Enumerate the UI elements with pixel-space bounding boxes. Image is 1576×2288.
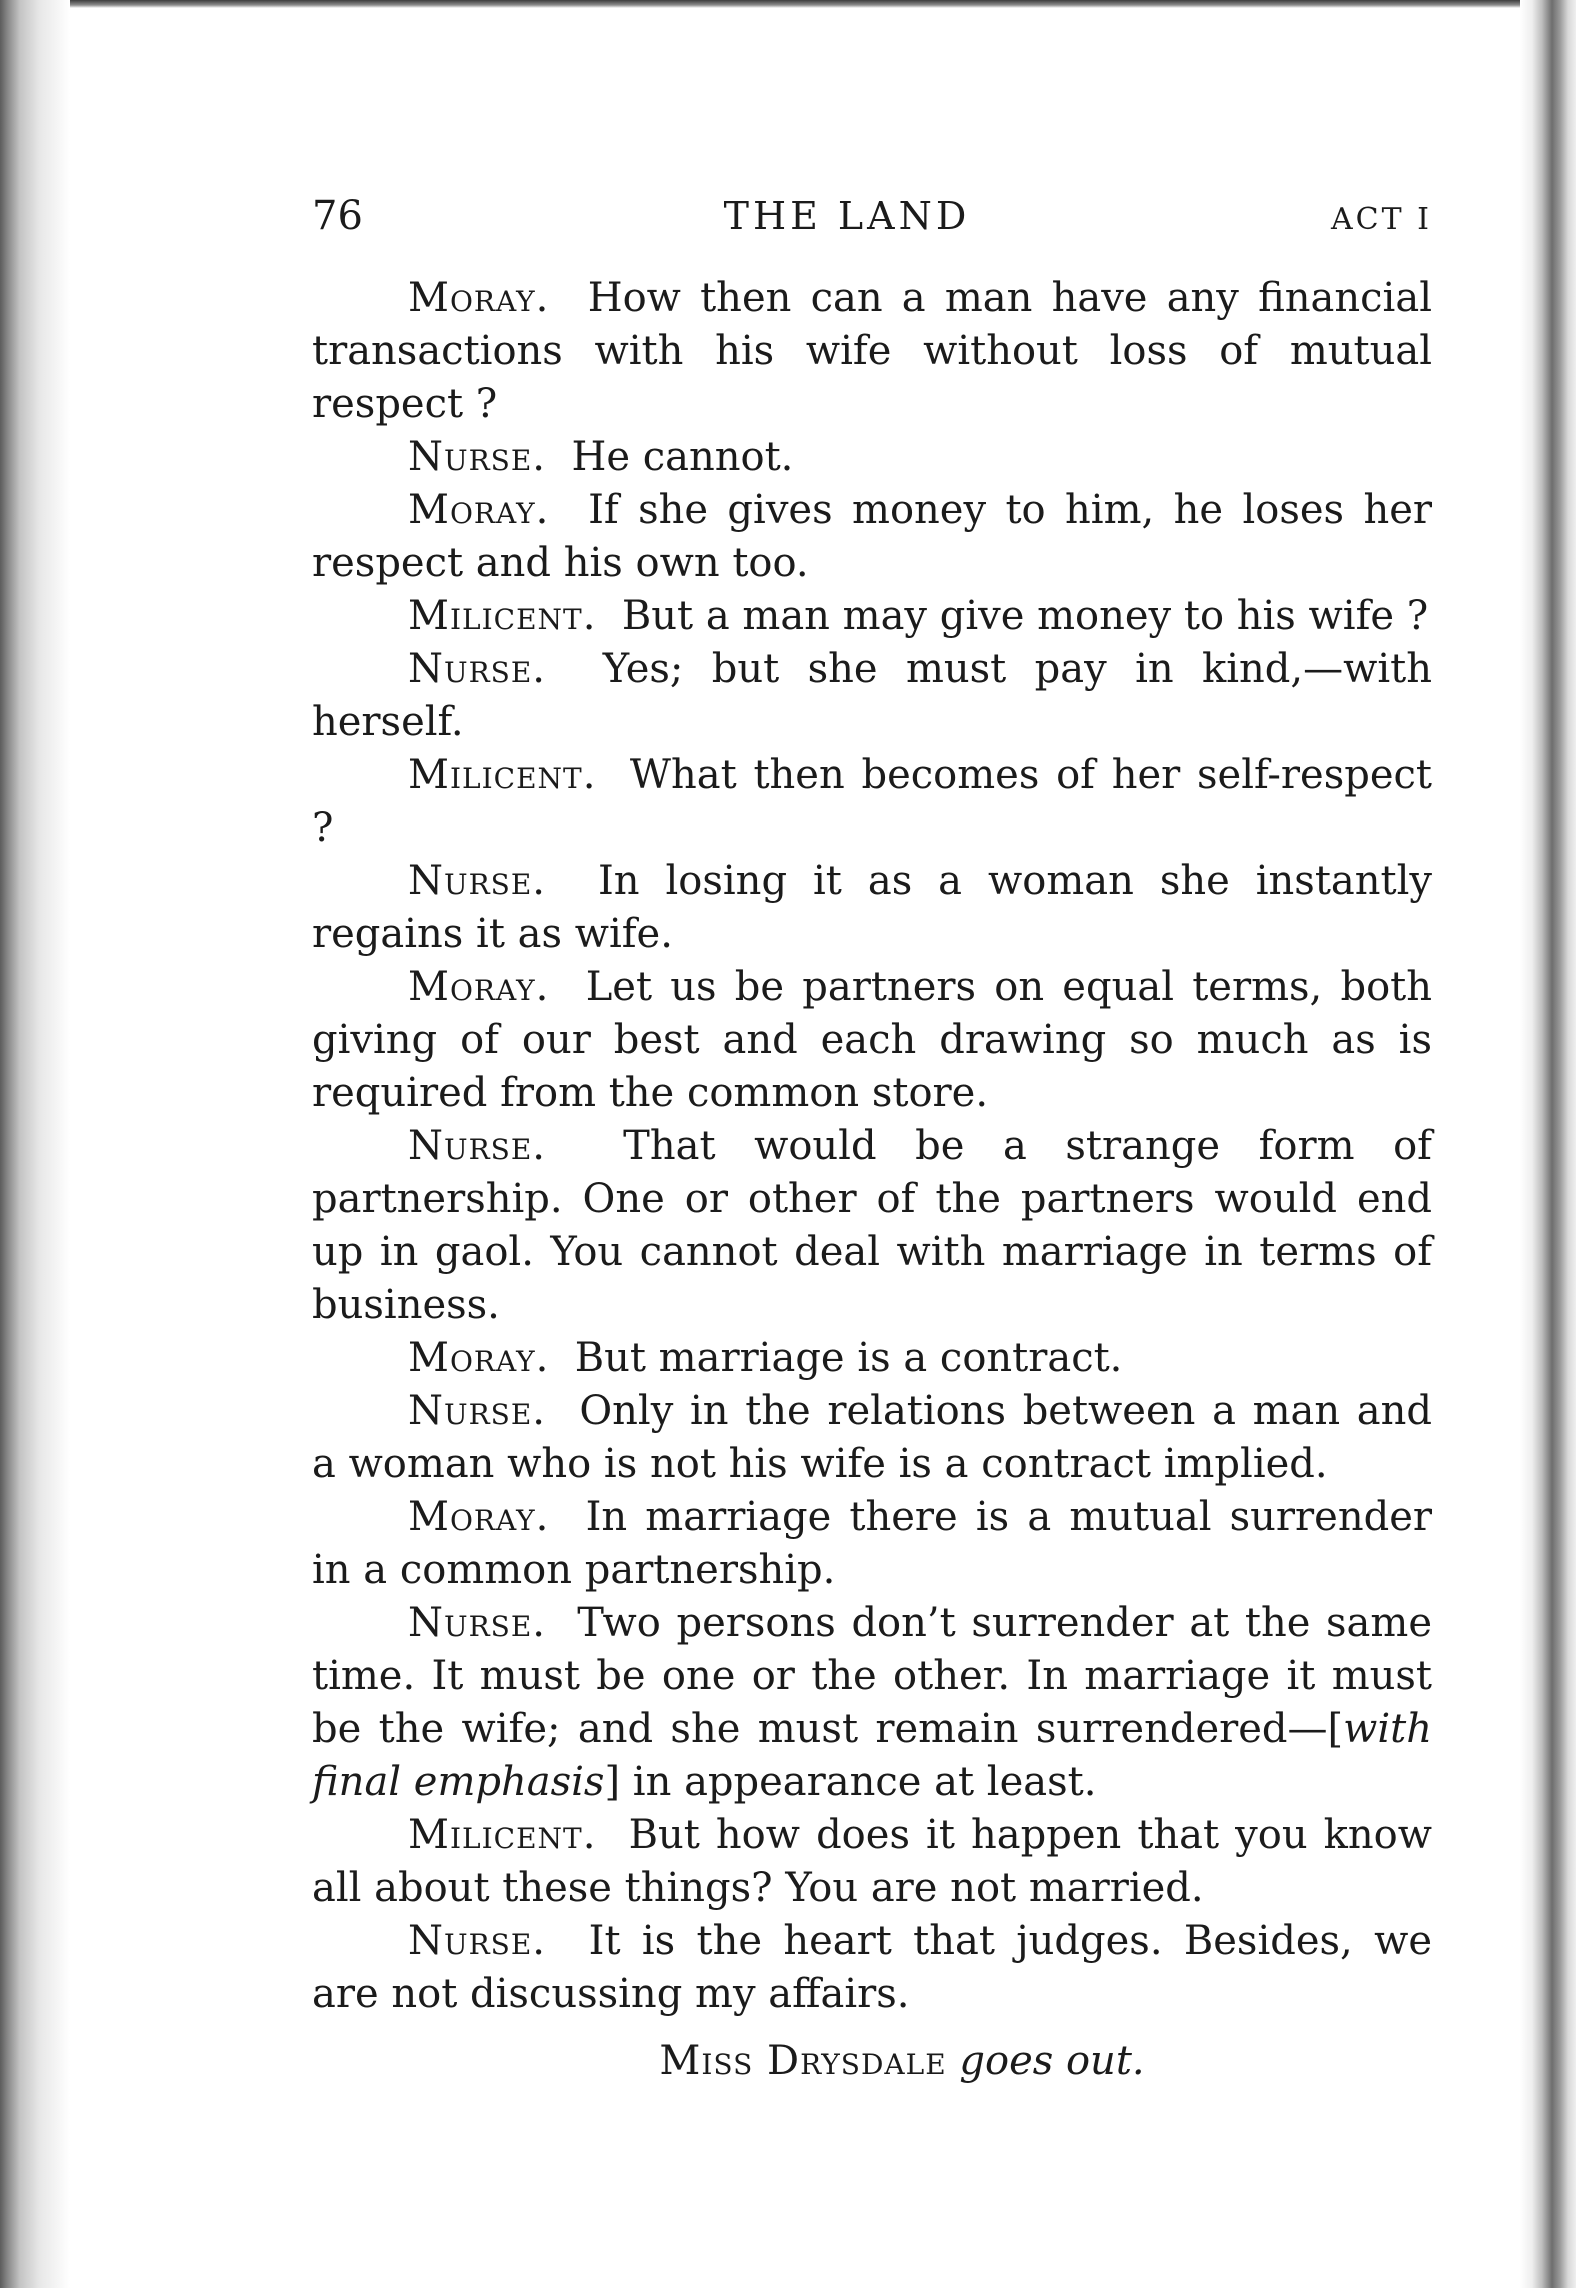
- speech-text: But how does it happen that you know all about these things? You are not married.: [312, 1812, 1433, 1911]
- speech-text: In marriage there is a mutual surrender in a common partnership.: [312, 1494, 1432, 1593]
- speech-text: He cannot.: [571, 434, 794, 480]
- speech-text: In losing it as a woman she instantly regains it as wife.: [312, 858, 1432, 957]
- speaker-name: Moray.: [408, 1494, 550, 1540]
- speech: [312, 1332, 1432, 1385]
- speaker-name: Nurse.: [408, 858, 547, 904]
- speech: [312, 1385, 1432, 1491]
- speech: [312, 1491, 1432, 1597]
- speaker-name: Nurse.: [408, 434, 547, 480]
- stage-direction-action: goes out.: [959, 2038, 1145, 2084]
- speech-text: That would be a strange form of partnership. One or other of the partners would end up in gaol. You cannot deal with marriage in terms of business.: [312, 1123, 1432, 1328]
- speech-text-continued: in appearance at least.: [620, 1759, 1097, 1805]
- speech: [312, 1809, 1432, 1915]
- act-label: ACT I: [1330, 202, 1432, 237]
- speaker-name: Nurse.: [408, 646, 547, 692]
- stage-bracket: ]: [604, 1759, 621, 1805]
- speaker-name: Nurse.: [408, 1918, 547, 1964]
- speaker-name: Nurse.: [408, 1388, 547, 1434]
- speech: [312, 749, 1432, 855]
- running-head: [312, 190, 1432, 250]
- speaker-name: Milicent.: [408, 752, 597, 798]
- stage-direction: [312, 2035, 1432, 2088]
- speech: [312, 643, 1432, 749]
- speech: [312, 1120, 1432, 1332]
- page-top-border: [0, 0, 1576, 8]
- speech-text: But marriage is a contract.: [574, 1335, 1123, 1381]
- speaker-name: Moray.: [408, 964, 550, 1010]
- speech: [312, 1915, 1432, 2021]
- page-edge-stack: [1520, 0, 1576, 2288]
- inline-stage-direction: with final emphasis: [312, 1706, 1432, 1805]
- speech-text: Two persons don’t surrender at the same time. It must be one or the other. In marriage it must be the wife; and she must remain surrendered—: [312, 1600, 1432, 1752]
- speech-text: Only in the relations between a man and a woman who is not his wife is a contract implied.: [312, 1388, 1432, 1487]
- speech: [312, 272, 1432, 431]
- speech-text: But a man may give money to his wife ?: [621, 593, 1429, 639]
- speaker-name: Nurse.: [408, 1123, 547, 1169]
- speaker-name: Milicent.: [408, 593, 597, 639]
- speech: [312, 431, 1432, 484]
- speaker-name: Milicent.: [408, 1812, 597, 1858]
- speaker-name: Moray.: [408, 1335, 550, 1381]
- speech-text: Yes; but she must pay in kind,—with herself.: [312, 646, 1432, 745]
- book-page: [312, 190, 1432, 2128]
- speech-text: How then can a man have any financial transactions with his wife without loss of mutual respect ?: [312, 275, 1432, 427]
- speech: [312, 855, 1432, 961]
- book-gutter-shadow: [0, 0, 70, 2288]
- speech: [312, 961, 1432, 1120]
- stage-bracket: [: [1327, 1706, 1344, 1752]
- speech: [312, 1597, 1432, 1809]
- speech-text: What then becomes of her self-respect ?: [312, 752, 1432, 851]
- speaker-name: Moray.: [408, 275, 550, 321]
- stage-direction-name: Miss Drysdale: [659, 2038, 947, 2084]
- speaker-name: Moray.: [408, 487, 550, 533]
- speech-text: It is the heart that judges. Besides, we are not discussing my affairs.: [312, 1918, 1432, 2017]
- page-number: 76: [312, 193, 363, 239]
- speech: [312, 484, 1432, 590]
- speech: [312, 590, 1432, 643]
- speech-text: If she gives money to him, he loses her respect and his own too.: [312, 487, 1432, 586]
- book-title: THE LAND: [723, 194, 971, 238]
- speaker-name: Nurse.: [408, 1600, 547, 1646]
- speech-text: Let us be partners on equal terms, both giving of our best and each drawing so much as is required from the common store.: [312, 964, 1432, 1116]
